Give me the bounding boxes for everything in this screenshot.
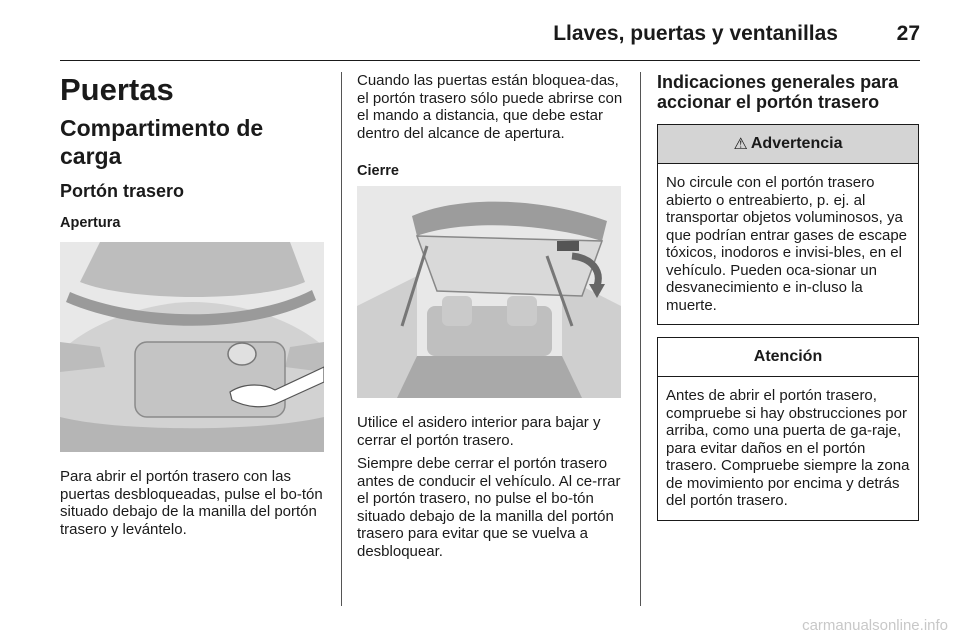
attention-box-body — [658, 377, 918, 520]
paragraph: Cuando las puertas están bloquea-das, el portón trasero sólo puede abrirse con el mando a distancia, que debe estar dentro del alcance de apertura. — [357, 72, 623, 142]
warning-title: Advertencia — [750, 135, 843, 152]
attention-text: Antes de abrir el portón trasero, compruebe si hay obstrucciones por arriba, como una puerta de ga-raje, para evitar daños en el portón trasero. Compruebe siempre la zona de movimiento por encima y detrás del portón trasero. — [666, 387, 910, 509]
section-title: Puertas — [60, 72, 174, 107]
warning-box — [657, 124, 919, 325]
attention-title: Atención — [753, 348, 823, 365]
column-divider — [640, 72, 641, 606]
column-2 — [357, 72, 625, 560]
tailgate-closing-illustration — [357, 186, 621, 398]
column-divider — [341, 72, 342, 606]
warning-triangle-icon: ⚠ — [733, 136, 748, 153]
watermark: carmanualsonline.info — [802, 617, 948, 634]
attention-box — [657, 337, 919, 521]
paragraph: Utilice el asidero interior para bajar y cerrar el portón trasero. — [357, 414, 601, 449]
warning-box-header — [658, 125, 918, 164]
paragraph: Siempre debe cerrar el portón trasero antes de conducir el vehículo. Al ce-rrar el portón trasero, no pulse el bo-tón situado debajo de la manilla del portón trasero para evitar que se vuelva a desbloquear. — [357, 455, 621, 560]
page-number: 27 — [896, 22, 920, 45]
chapter-title: Llaves, puertas y ventanillas — [553, 22, 838, 45]
warning-text: No circule con el portón trasero abierto o entreabierto, p. ej. al transportar objetos voluminosos, ya que podrían entrar gases de escape tóxicos, inodoros e invisi-bles, en el vehículo. Pueden oca-sionar un desvanecimiento e in-cluso la muerte. — [666, 174, 908, 314]
warning-box-body — [658, 164, 918, 324]
subtopic-title: Apertura — [60, 215, 121, 231]
subsection-title: Compartimento de carga — [60, 115, 264, 169]
column-1 — [60, 72, 328, 538]
subtopic-title: Cierre — [357, 163, 399, 179]
paragraph: Para abrir el portón trasero con las puertas desbloqueadas, pulse el bo-tón situado debajo de la manilla del portón trasero y levántelo. — [60, 468, 323, 538]
topic-title: Indicaciones generales para accionar el portón trasero — [657, 72, 899, 112]
page-header — [60, 20, 920, 61]
topic-title: Portón trasero — [60, 181, 185, 201]
column-3 — [657, 72, 919, 521]
tailgate-opening-illustration — [60, 242, 324, 452]
attention-box-header — [658, 338, 918, 377]
